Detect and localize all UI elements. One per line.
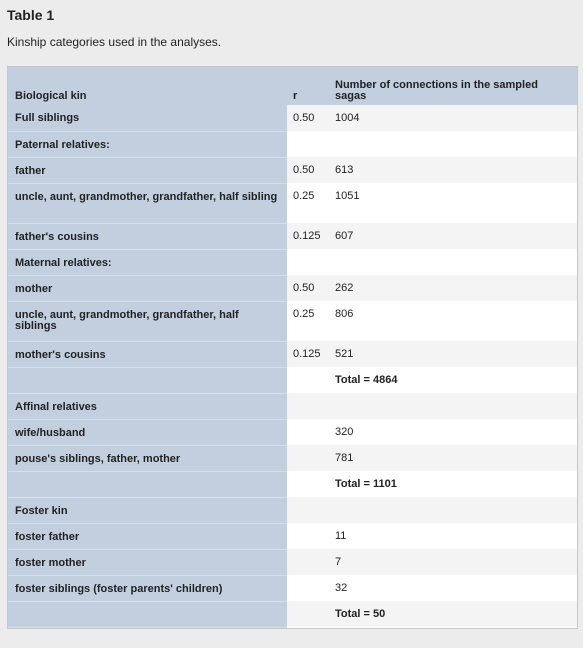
row-r-value: 0.25 [287,301,329,341]
row-r-value [287,497,329,523]
row-connections: 781 [329,445,577,471]
row-label: foster father [8,523,287,549]
kinship-table-container [7,66,578,629]
table-row [8,131,577,157]
row-connections: 262 [329,275,577,301]
row-label: uncle, aunt, grandmother, grandfather, half sibling [8,183,287,223]
table-row [8,575,577,601]
table-title: Table 1 [7,7,55,23]
row-r-value [287,523,329,549]
row-connections: 1051 [329,183,577,223]
row-r-value [287,131,329,157]
row-connections [329,131,577,157]
row-connections: 320 [329,419,577,445]
row-label [8,367,287,393]
table-row [8,105,577,131]
row-connections: 613 [329,157,577,183]
row-connections [329,393,577,419]
row-r-value [287,249,329,275]
row-connections: 806 [329,301,577,341]
row-total: Total = 50 [329,601,577,627]
row-label: Foster kin [8,497,287,523]
table-header-row [8,67,577,105]
row-label: wife/husband [8,419,287,445]
row-connections: 1004 [329,105,577,131]
row-connections: 32 [329,575,577,601]
table-row [8,419,577,445]
row-label: father [8,157,287,183]
row-connections: 521 [329,341,577,367]
row-total: Total = 4864 [329,367,577,393]
row-r-value: 0.50 [287,157,329,183]
row-connections: 7 [329,549,577,575]
table-row [8,393,577,419]
kinship-table [8,67,577,628]
row-label: mother's cousins [8,341,287,367]
row-label: Full siblings [8,105,287,131]
header-connections: Number of connections in the sampled sagas [329,67,577,105]
row-connections [329,497,577,523]
table-row [8,275,577,301]
row-r-value: 0.125 [287,341,329,367]
table-row [8,549,577,575]
row-connections: 607 [329,223,577,249]
row-r-value: 0.25 [287,183,329,223]
table-row [8,445,577,471]
row-r-value [287,367,329,393]
row-r-value: 0.50 [287,275,329,301]
row-label: Affinal relatives [8,393,287,419]
row-r-value [287,601,329,627]
table-row [8,301,577,341]
row-r-value [287,419,329,445]
table-row [8,249,577,275]
row-total: Total = 1101 [329,471,577,497]
header-r: r [287,67,329,105]
row-r-value: 0.125 [287,223,329,249]
table-row [8,601,577,627]
row-label [8,601,287,627]
table-row [8,341,577,367]
row-label [8,471,287,497]
table-row [8,157,577,183]
row-connections: 11 [329,523,577,549]
table-row [8,223,577,249]
row-connections [329,249,577,275]
row-label: mother [8,275,287,301]
row-r-value [287,445,329,471]
table-row [8,367,577,393]
row-label: father's cousins [8,223,287,249]
row-r-value [287,549,329,575]
row-r-value: 0.50 [287,105,329,131]
row-label: foster mother [8,549,287,575]
row-r-value [287,575,329,601]
row-label: pouse's siblings, father, mother [8,445,287,471]
row-label: foster siblings (foster parents' children) [8,575,287,601]
row-label: Paternal relatives: [8,131,287,157]
row-label: Maternal relatives: [8,249,287,275]
table-row [8,497,577,523]
table-caption: Kinship categories used in the analyses. [7,35,222,49]
table-row [8,523,577,549]
header-biological-kin: Biological kin [8,67,287,105]
row-label: uncle, aunt, grandmother, grandfather, half siblings [8,301,287,341]
table-row [8,183,577,223]
table-row [8,471,577,497]
row-r-value [287,393,329,419]
row-r-value [287,471,329,497]
